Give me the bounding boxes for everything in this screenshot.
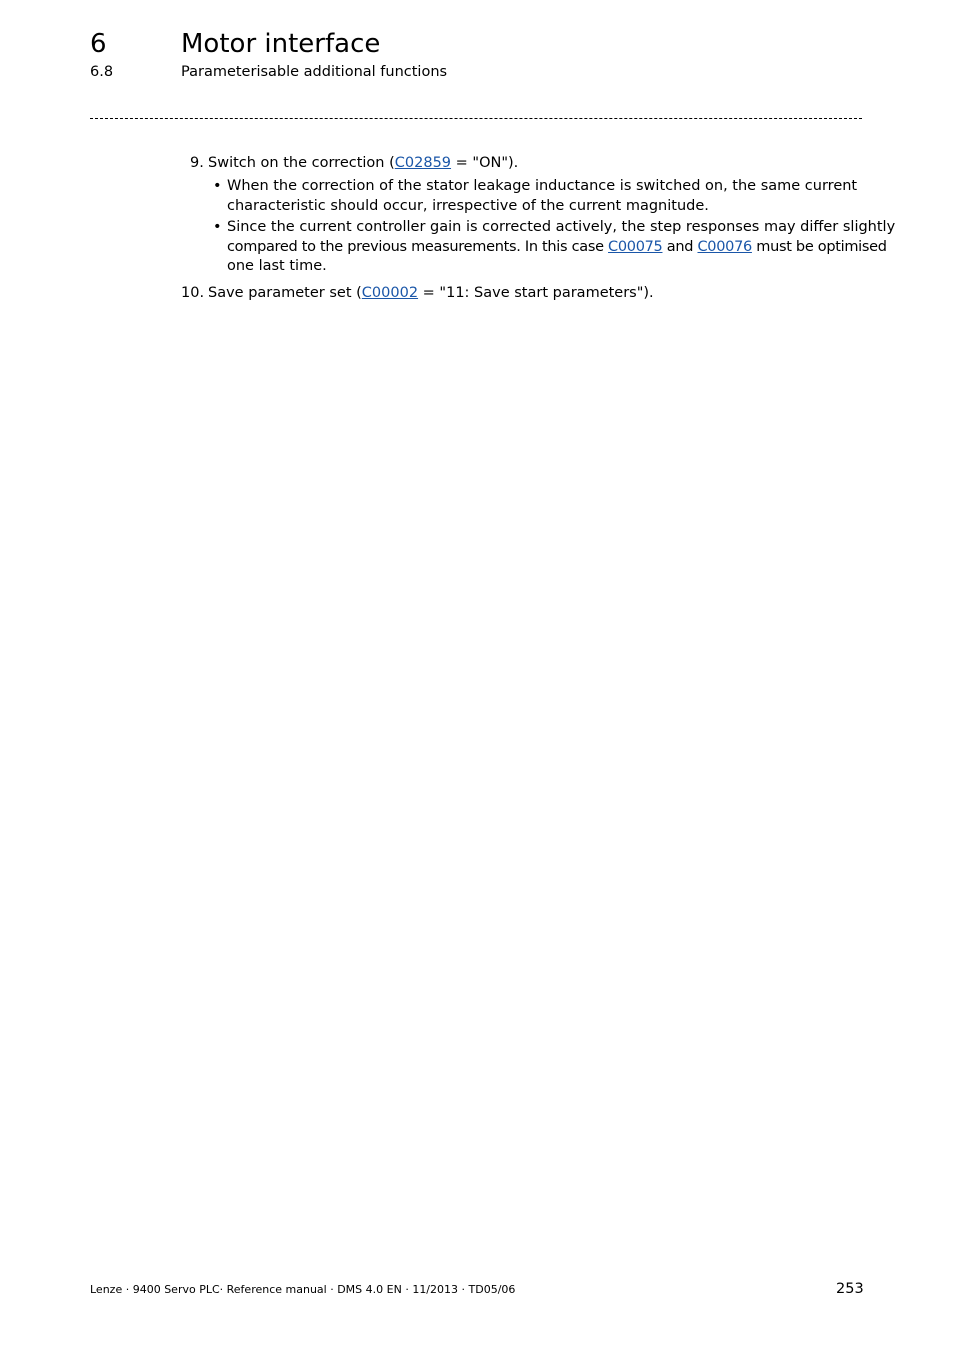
chapter-title: Motor interface [181,29,381,59]
link-c00075[interactable]: C00075 [608,239,663,255]
bullet-2-line-2-mid: and [662,239,698,255]
step-10-text [208,283,654,303]
step-9-post: = "ON"). [451,155,519,171]
header-divider [90,118,862,119]
bullet-2-line-2-post: must be optimised [751,239,887,255]
step-10-number: 10. [181,285,205,301]
step-10-pre: Save parameter set ( [208,285,362,301]
link-c00002[interactable]: C00002 [361,285,419,301]
chapter-number: 6 [90,29,107,59]
step-9-text [208,153,518,173]
link-c02859[interactable]: C02859 [394,155,452,171]
step-10-post: = "11: Save start parameters"). [418,285,654,301]
bullet-2-line-2-pre: compared to the previous measurements. In this case [227,239,609,255]
bullet-1-line-1: When the correction of the stator leakage inductance is switched on, the same current [227,178,858,194]
footer-text: Lenze · 9400 Servo PLC· Reference manual · DMS 4.0 EN · 11/2013 · TD05/06 [90,1283,516,1296]
bullet-2-line-1: Since the current controller gain is corrected actively, the step responses may differ slightly [227,219,896,235]
section-number: 6.8 [90,64,114,80]
bullet-marker: • [213,219,222,235]
section-title: Parameterisable additional functions [181,64,448,80]
page-number: 253 [836,1281,864,1297]
bullet-2-line-2 [227,237,887,257]
bullet-2-line-3: one last time. [227,258,327,274]
bullet-1-line-2: characteristic should occur, irrespective of the current magnitude. [227,198,709,214]
link-c00076[interactable]: C00076 [697,239,752,255]
bullet-marker: • [213,178,222,194]
step-9-pre: Switch on the correction ( [208,155,395,171]
step-9-number: 9. [190,155,204,171]
